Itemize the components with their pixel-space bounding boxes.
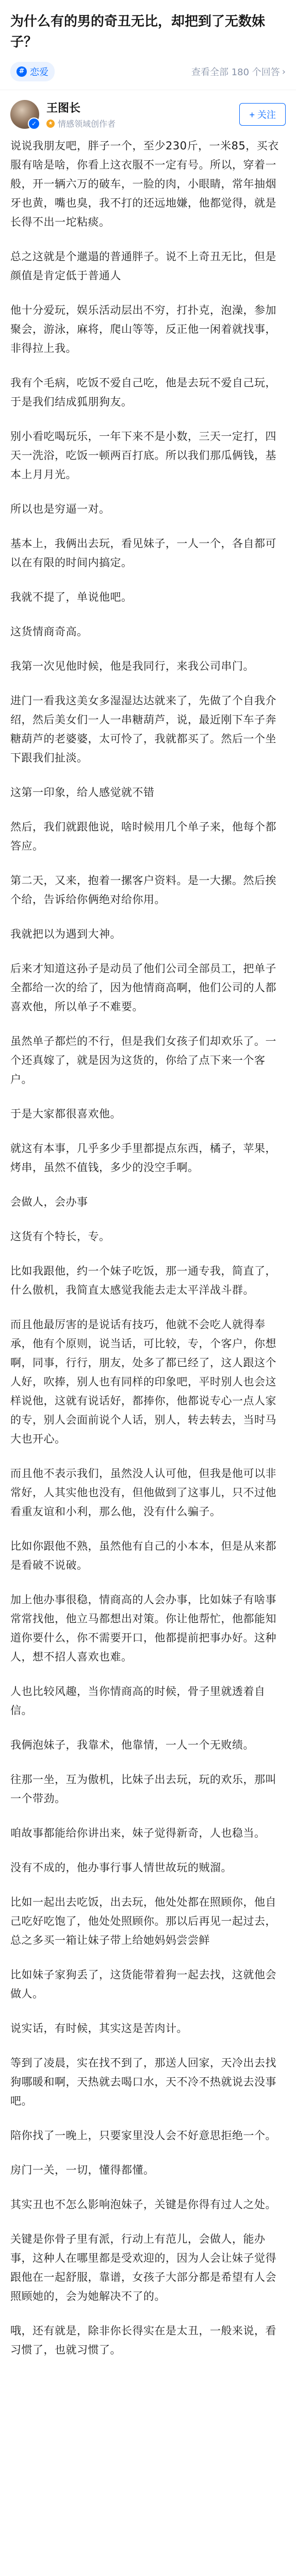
- answer-paragraph: 就这有本事，几乎多少手里都提点东西，橘子，苹果，烤串，虽然不值钱，多少的没空手啊。: [10, 1142, 276, 1174]
- author-bio: [46, 117, 239, 129]
- answer-paragraph: 第二天，又来，抱着一摞客户资料。是一大摞。然后挨个给，告诉给你俩绝对给你用。: [10, 874, 276, 906]
- answer-paragraph: 说说我朋友吧，胖子一个，至少230斤，一米85，买衣服有啥是啥，你看上这衣服不一定有号。所以，穿着一般，开一辆六万的破车，一脸的肉，小眼睛，常年抽烟牙也黄，嘴也臭，我不打的还远地嫌，他都觉得，就是长得不出一坨粘痰。: [10, 140, 279, 228]
- answer-paragraph: 陪你找了一晚上，只要家里没人会不好意思拒绝一个。: [10, 2129, 276, 2142]
- view-all-answers-link[interactable]: [191, 65, 286, 78]
- author-bio-text: 情感领域创作者: [58, 119, 116, 129]
- answer-paragraph: 关键是你骨子里有派，行动上有范儿，会做人，能办事，这种人在哪里都是受欢迎的，因为人会让妹子觉得跟他在一起舒服，靠谱，女孩子大部分都是希望有人会照顾她的，会为她解决不了的。: [10, 2233, 276, 2302]
- answer-paragraph: 咱故事都能给你讲出来，妹子觉得新奇，人也稳当。: [10, 1827, 266, 1839]
- answer-paragraph: 我就把以为遇到大神。: [10, 928, 121, 940]
- answer-paragraph: 比如一起出去吃饭，出去玩，他处处都在照顾你，他自己吃好吃饱了，他处处照顾你。那以后再见一起过去，总之多买一箱让妹子带上给她妈妈尝尝鲜: [10, 1896, 276, 1946]
- answer-paragraph: 会做人，会办事: [10, 1196, 88, 1208]
- avatar[interactable]: [10, 100, 39, 129]
- author-name[interactable]: 王图长: [46, 102, 81, 115]
- chevron-right-icon: ›: [282, 66, 286, 77]
- answer-paragraph: 加上他办事很稳，情商高的人会办事，比如妹子有啥事常常找他，他立马都想出对策。你让他帮忙，他都能知道你要什么，你不需要开口，他都提前把事办好。这种人，想不招人喜欢也难。: [10, 1594, 276, 1663]
- answer-paragraph: 我第一次见他时候，他是我同行，来我公司串门。: [10, 660, 254, 672]
- verified-icon: ✓: [28, 117, 40, 130]
- answer-paragraph: 虽然单子都烂的不行，但是我们女孩子们却欢乐了。一个还真嫁了，就是因为这货的，你给了点下来一个客户。: [10, 1035, 276, 1086]
- answer-paragraph: 比如你跟他不熟，虽然他有自己的小本本，但是从来都是看破不说破。: [10, 1540, 276, 1571]
- answer-paragraph: 这货有个特长，专。: [10, 1230, 110, 1243]
- answer-paragraph: 我有个毛病，吃饭不爱自己吃，他是去玩不爱自己玩，于是我们结成狐朋狗友。: [10, 377, 276, 408]
- answer-body: [0, 134, 296, 2360]
- answer-paragraph: 比如妹子家狗丢了，这货能带着狗一起去找，这就他会做人。: [10, 1969, 276, 2000]
- answer-paragraph: 而且他最厉害的是说话有技巧，他就不会吃人就得奉承，他有个原则，说当话，可比较，专，个客户，你想啊，同事，行行，朋友，处多了都已经了，这人跟这个人好，吹捧，别人也有同样的印象吧，平时别人也会这样说他，这就有说话好，都捧你，他都说专心一点人家的专，别人会面前说个人话，别人，转去转去，当时马大也开心。: [10, 1318, 276, 1445]
- certification-icon: ★: [46, 120, 55, 128]
- answer-paragraph: 比如我跟他，约一个妹子吃饭，那一通专我，简直了，什么傲机，我简直太感觉我能去走太平洋战斗群。: [10, 1265, 276, 1296]
- answer-paragraph: 哦，还有就是，除非你长得实在是太丑，一般来说，看习惯了，也就习惯了。: [10, 2325, 276, 2356]
- answer-paragraph: 进门一看我这美女多湿湿达达就来了，先做了个自我介绍，然后美女们一人一串糖葫芦，说，最近刚下车子奔糖葫芦的老婆婆，太可怜了，我就都买了。然后一个坐下跟我们扯淡。: [10, 694, 276, 764]
- answer-paragraph: 我就不提了，单说他吧。: [10, 591, 133, 603]
- topic-tag[interactable]: [10, 62, 55, 81]
- author-row: [0, 90, 296, 134]
- answer-paragraph: 而且他不表示我们，虽然没人认可他，但我是他可以非常好，人其实他也没有，但他做到了这事儿，只不过他看重友谊和小利，那么他，没有什么骗子。: [10, 1467, 276, 1518]
- answer-paragraph: 他十分爱玩，娱乐活动层出不穷，打扑克，泡澡，参加聚会，游泳，麻将，爬山等等，反正他一闲着就找事，非得拉上我。: [10, 304, 276, 354]
- answer-paragraph: 别小看吃喝玩乐，一年下来不是小数，三天一定打，四天一洗浴，吃饭一顿两百打底。所以我们那瓜俩钱，基本上月月光。: [10, 430, 276, 481]
- answer-paragraph: 总之这就是个邋遢的普通胖子。说不上奇丑无比，但是颜值是肯定低于普通人: [10, 250, 276, 282]
- follow-button[interactable]: + 关注: [239, 103, 286, 126]
- answer-paragraph: 其实丑也不怎么影响泡妹子，关键是你得有过人之处。: [10, 2198, 276, 2211]
- view-all-label: 查看全部 180 个回答: [191, 67, 280, 78]
- question-header: [0, 0, 296, 90]
- answer-paragraph: 我俩泡妹子，我靠术，他靠情，一人一个无败绩。: [10, 1739, 254, 1751]
- answer-paragraph: 等到了凌晨，实在找不到了，那送人回家，天冷出去找狗哪暖和啊，天热就去喝口水，天不冷不热就说去没事吧。: [10, 2057, 276, 2107]
- answer-paragraph: 然后，我们就跟他说，啥时候用几个单子来，他每个都答应。: [10, 821, 276, 852]
- hash-icon: #: [17, 66, 27, 77]
- answer-paragraph: 人也比较风趣，当你情商高的时候，骨子里就透着自信。: [10, 1685, 266, 1717]
- author-info: [46, 99, 239, 129]
- answer-paragraph: 这货情商奇高。: [10, 625, 88, 638]
- answer-paragraph: 说实话，有时候，其实这是苦肉计。: [10, 2022, 188, 2035]
- answer-paragraph: 所以也是穷逼一对。: [10, 503, 110, 515]
- answer-paragraph: 于是大家都很喜欢他。: [10, 1108, 121, 1120]
- answer-paragraph: 这第一印象，给人感觉就不错: [10, 786, 155, 799]
- answer-paragraph: 基本上，我俩出去玩，看见妹子，一人一个，各自都可以在有限的时间内搞定。: [10, 537, 276, 569]
- answer-paragraph: 往那一坐，互为傲机，比妹子出去玩，玩的欢乐，那叫一个带劲。: [10, 1773, 276, 1805]
- question-meta: [10, 62, 286, 81]
- answer-paragraph: 后来才知道这孙子是动员了他们公司全部员工，把单子全都给一次的给了，因为他情商高啊，他们公司的人都喜欢他，所以单子不难要。: [10, 962, 276, 1013]
- answer-paragraph: 房门一关，一切，懂得都懂。: [10, 2164, 155, 2176]
- topic-tag-label: 恋爱: [30, 67, 48, 78]
- answer-paragraph: 没有不成的，他办事行事人情世故玩的贼溜。: [10, 1861, 232, 1874]
- question-title[interactable]: 为什么有的男的奇丑无比，却把到了无数妹子？: [10, 14, 266, 50]
